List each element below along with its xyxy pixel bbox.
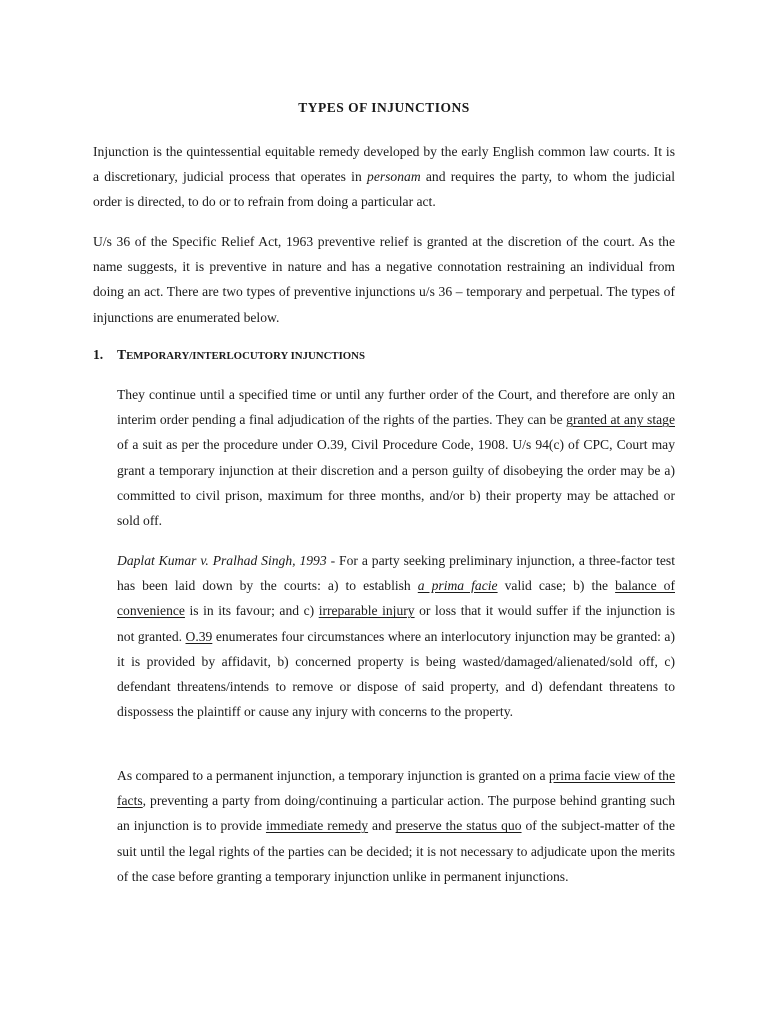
italic-term-personam: personam bbox=[367, 169, 421, 185]
paragraph-temporary-description bbox=[117, 382, 675, 533]
underlined-immediate-remedy: immediate remedy bbox=[265, 818, 369, 834]
text-segment: They continue until a specified time or until any further order of the Court, and therefore are only an interim order pending a final adjudication of the rights of the parties. They can be bbox=[117, 387, 675, 428]
underlined-prima-facie bbox=[418, 578, 498, 593]
italic-prima-facie: a prima facie bbox=[417, 578, 498, 594]
heading-first-letter: T bbox=[117, 347, 127, 362]
text-segment: - For a party seeking preliminary injunction, a three-factor test has been laid down by the courts: a) to establish bbox=[117, 553, 675, 594]
section-number: 1. bbox=[93, 347, 104, 362]
section-heading-temporary bbox=[93, 345, 365, 366]
text-segment: is in its favour; and c) bbox=[184, 603, 319, 619]
text-segment: and requires the party, to whom the judicial order is directed, to do or to refrain from doing a particular act. bbox=[93, 169, 675, 210]
paragraph-definition bbox=[93, 139, 675, 215]
paragraph-specific-relief-act: U/s 36 of the Specific Relief Act, 1963 preventive relief is granted at the discretion of the court. As the name suggests, it is preventive in nature and has a negative connotation restraining an individual from doing an act. There are two types of preventive injunctions u/s 36 – temporary and perpetual. The types of injunctions are enumerated below. bbox=[93, 234, 675, 325]
paragraph-comparison bbox=[117, 763, 675, 889]
case-citation: Daplat Kumar v. Pralhad Singh, 1993 bbox=[117, 553, 327, 568]
underlined-preserve-status-quo: preserve the status quo bbox=[395, 818, 522, 834]
text-segment: , preventing a party from doing/continuing a particular action. The purpose behind granting such an injunction is to provide bbox=[117, 793, 675, 834]
text-segment: or loss that it would suffer if the injunction is not granted. bbox=[117, 603, 675, 644]
underlined-granted-any-stage: granted at any stage bbox=[566, 412, 675, 428]
underlined-order-39: O.39 bbox=[185, 628, 213, 644]
text-segment: valid case; b) the bbox=[497, 578, 616, 594]
underlined-irreparable-injury: irreparable injury bbox=[318, 603, 415, 619]
text-segment: of a suit as per the procedure under O.39, Civil Procedure Code, 1908. U/s 94(c) of CPC, Court may grant a temporary injunction at their discretion and a person guilty of disobeying the order may be a) committed to civil prison, maximum for three months, and/or b) their property may be attached or sold off. bbox=[117, 437, 675, 529]
heading-rest: EMPORARY/INTERLOCUTORY INJUNCTIONS bbox=[126, 350, 365, 362]
text-segment: As compared to a permanent injunction, a temporary injunction is granted on a bbox=[117, 768, 549, 783]
document-title: TYPES OF INJUNCTIONS bbox=[298, 100, 470, 115]
underlined-prima-facie-view: prima facie view of the facts bbox=[117, 768, 676, 809]
text-segment: of the subject-matter of the suit until the legal rights of the parties can be decided; it is not necessary to adjudicate upon the merits of the case before granting a temporary injunction unlike in permanent injunctions. bbox=[117, 818, 675, 884]
text-segment: and bbox=[368, 818, 396, 834]
text-segment: Injunction is the quintessential equitable remedy developed by the early English common law courts. It is a discretionary, judicial process that operates in bbox=[93, 144, 675, 185]
text-segment: enumerates four circumstances where an interlocutory injunction may be granted: a) it is provided by affidavit, b) concerned property is being wasted/damaged/alienated/sold off, c) defendant threatens/intends to remove or dispose of said property, and d) defendant threatens to dispossess the plaintiff or cause any injury with concerns to the property. bbox=[117, 628, 675, 720]
underlined-balance-of-convenience: balance of convenience bbox=[117, 578, 675, 619]
paragraph-case-law bbox=[117, 548, 675, 724]
